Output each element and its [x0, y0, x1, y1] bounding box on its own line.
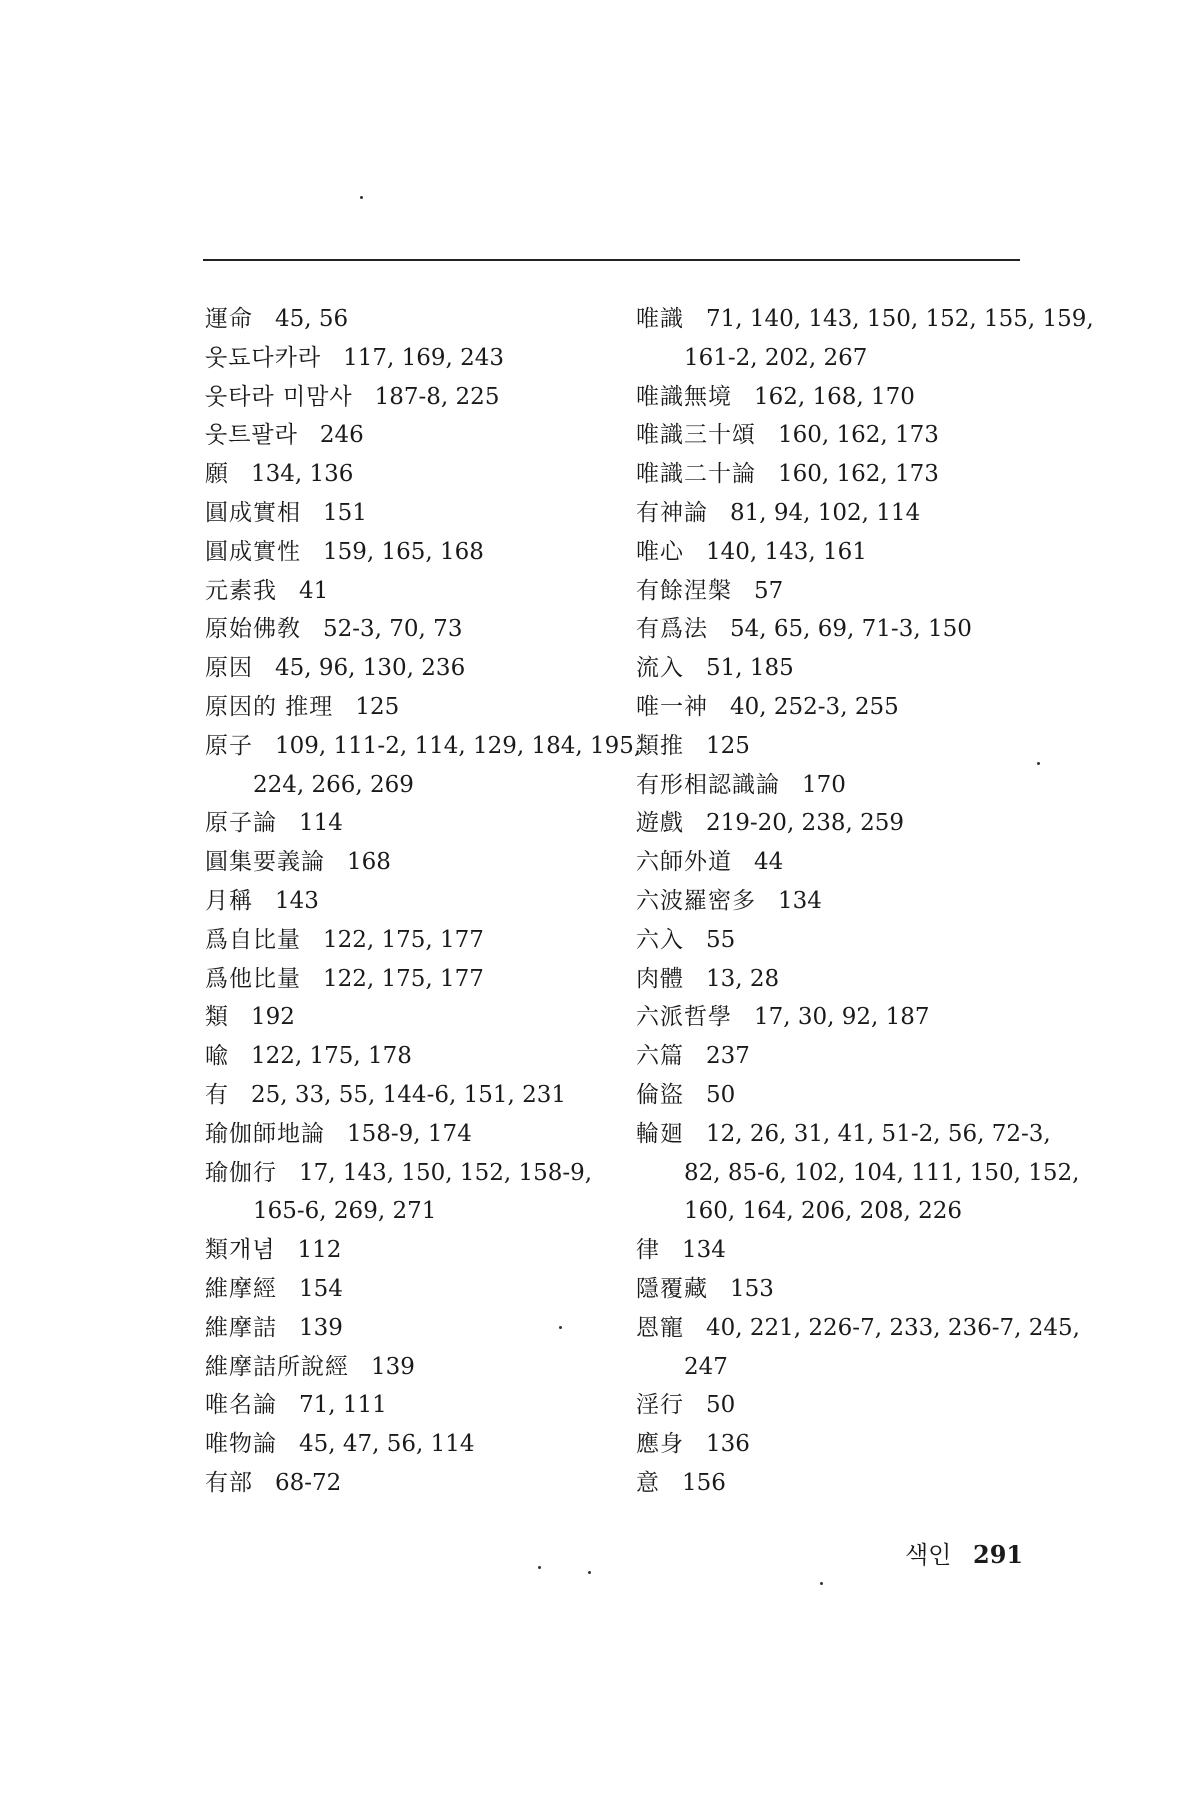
page-references: 117, 169, 243: [343, 344, 505, 371]
page-references: 159, 165, 168: [323, 538, 484, 565]
index-entry: [636, 921, 1056, 960]
footer-label: 색인: [905, 1541, 952, 1569]
index-term: 隱覆藏: [636, 1275, 708, 1302]
index-entry: [205, 727, 642, 805]
page-references: 52-3, 70, 73: [323, 616, 463, 643]
index-term: 輪廻: [636, 1120, 684, 1147]
index-term: 有餘涅槃: [636, 577, 732, 604]
page-references: 71, 111: [299, 1392, 387, 1419]
index-term: 爲他比量: [205, 965, 301, 992]
page-references: 134, 136: [251, 461, 354, 488]
index-term: 原始佛敎: [205, 616, 301, 643]
index-term: 應身: [636, 1431, 684, 1458]
index-term: 恩寵: [636, 1314, 684, 1341]
page-references: 51, 185: [706, 655, 794, 682]
page-references: 12, 26, 31, 41, 51-2, 56, 72-3,: [706, 1120, 1051, 1147]
page-references: 187-8, 225: [374, 383, 500, 410]
index-term: 웃트팔라: [205, 422, 298, 449]
index-term: 願: [205, 461, 229, 488]
page-references: 156: [682, 1469, 726, 1496]
index-entry: [636, 766, 1056, 805]
index-entry: [205, 1386, 625, 1425]
index-term: 六派哲學: [636, 1004, 732, 1031]
index-entry: [205, 1154, 625, 1232]
page-references: 143: [275, 887, 319, 914]
index-term: 喩: [205, 1043, 229, 1070]
index-term: 運命: [205, 306, 253, 332]
index-term: 維摩經: [205, 1275, 277, 1302]
index-term: 原子: [205, 732, 253, 759]
page-references: 57: [754, 577, 784, 604]
index-term: 瑜伽師地論: [205, 1120, 325, 1147]
index-entry: [205, 1309, 625, 1348]
page-references: 17, 143, 150, 152, 158-9,: [299, 1159, 593, 1186]
index-term: 唯物論: [205, 1431, 277, 1458]
index-term: 圓集要義論: [205, 849, 325, 876]
index-entry: [636, 882, 1056, 921]
scan-speck: [820, 1582, 823, 1585]
index-entry: [636, 1076, 1056, 1115]
page-references: 151: [323, 499, 367, 526]
index-entry: [636, 804, 1056, 843]
page-references: 134: [682, 1237, 726, 1264]
page-references: 136: [706, 1431, 750, 1458]
index-term: 原因的 推理: [205, 693, 334, 720]
index-entry: [636, 1037, 1056, 1076]
page-references: 112: [297, 1237, 342, 1264]
index-term: 六師外道: [636, 849, 732, 876]
index-entry: [205, 688, 625, 727]
index-term: 維摩詰所說經: [205, 1353, 349, 1380]
index-entry: [205, 1115, 625, 1154]
index-entry: [205, 455, 625, 494]
index-entry: [205, 378, 625, 417]
page-references: 158-9, 174: [347, 1120, 472, 1147]
page-references: 170: [802, 771, 846, 798]
index-term: 有爲法: [636, 616, 708, 643]
page-references: 125: [355, 693, 400, 720]
page-references: 219-20, 238, 259: [706, 810, 904, 837]
header-rule: [203, 259, 1020, 261]
scan-speck: [360, 196, 363, 199]
index-entry: [205, 960, 625, 999]
page-references: 122, 175, 177: [323, 965, 484, 992]
index-entry: [636, 1270, 1056, 1309]
page-references: 125: [706, 732, 750, 759]
index-term: 六入: [636, 926, 684, 953]
page-references: 192: [251, 1004, 295, 1031]
index-term: 肉體: [636, 965, 684, 992]
page-references: 41: [299, 577, 329, 604]
index-term: 遊戲: [636, 810, 684, 837]
index-term: 類推: [636, 732, 684, 759]
index-entry: [205, 572, 625, 611]
page-number: 291: [973, 1540, 1024, 1569]
index-term: 六波羅密多: [636, 887, 756, 914]
page-references-continued: 82, 85-6, 102, 104, 111, 150, 152,: [684, 1159, 1080, 1186]
index-term: 웃타라 미맘사: [205, 383, 353, 410]
page-references: 153: [730, 1275, 774, 1302]
page-references: 50: [706, 1392, 736, 1419]
page-references: 246: [319, 422, 364, 449]
index-entry: [205, 649, 625, 688]
index-term: 瑜伽行: [205, 1159, 277, 1186]
page-references: 139: [299, 1314, 343, 1341]
index-entry: [636, 1115, 1080, 1231]
index-entry: [205, 921, 625, 960]
index-term: 原因: [205, 655, 253, 682]
index-entry: [636, 378, 1056, 417]
page-references: 160, 162, 173: [778, 461, 939, 488]
index-term: 唯識無境: [636, 383, 732, 410]
page-references: 54, 65, 69, 71-3, 150: [730, 616, 972, 643]
scan-speck: [538, 1566, 541, 1569]
index-entry: [205, 1231, 625, 1270]
index-entry: [636, 688, 1056, 727]
page-references: 45, 47, 56, 114: [299, 1431, 475, 1458]
index-entry: [636, 843, 1056, 882]
index-entry: [636, 727, 1056, 766]
page-footer: [905, 1535, 1023, 1570]
page-references: 122, 175, 177: [323, 926, 484, 953]
page-references-continued: 247: [684, 1353, 728, 1380]
index-entry: [636, 455, 1056, 494]
index-entry: [205, 1270, 625, 1309]
page-references-continued: 165-6, 269, 271: [253, 1198, 437, 1225]
page-references: 25, 33, 55, 144-6, 151, 231: [251, 1081, 567, 1108]
index-entry: [636, 494, 1056, 533]
index-entry: [205, 300, 625, 339]
index-entry: [205, 882, 625, 921]
index-term: 維摩詰: [205, 1314, 277, 1341]
index-term: 類개념: [205, 1237, 276, 1264]
page-references: 71, 140, 143, 150, 152, 155, 159,: [706, 306, 1094, 332]
index-term: 有形相認識論: [636, 771, 780, 798]
index-entry: [636, 1464, 1056, 1503]
index-term: 圓成實相: [205, 499, 301, 526]
index-term: 淫行: [636, 1392, 684, 1419]
index-term: 意: [636, 1469, 660, 1496]
index-entry: [636, 533, 1056, 572]
page-references: 50: [706, 1081, 736, 1108]
index-entry: [205, 998, 625, 1037]
page-references: 160, 162, 173: [778, 422, 939, 449]
index-entry: [636, 572, 1056, 611]
page-references: 55: [706, 926, 736, 953]
page-references: 17, 30, 92, 187: [754, 1004, 930, 1031]
index-term: 六篇: [636, 1043, 684, 1070]
index-term: 唯識三十頌: [636, 422, 756, 449]
page-references-continued: 161-2, 202, 267: [684, 344, 868, 371]
index-entry: [205, 1076, 625, 1115]
page-references: 40, 221, 226-7, 233, 236-7, 245,: [706, 1314, 1080, 1341]
page-references: 44: [754, 849, 784, 876]
index-term: 元素我: [205, 577, 277, 604]
index-entry: [636, 998, 1056, 1037]
index-entry: [636, 649, 1056, 688]
page-references: 122, 175, 178: [251, 1043, 412, 1070]
index-term: 爲自比量: [205, 926, 301, 953]
index-term: 月稱: [205, 887, 253, 914]
index-term: 律: [636, 1237, 660, 1264]
index-entry: [205, 1037, 625, 1076]
page-references: 154: [299, 1275, 343, 1302]
page-references: 168: [347, 849, 391, 876]
page-references: 162, 168, 170: [754, 383, 915, 410]
page-references: 45, 56: [275, 306, 349, 332]
index-entry: [205, 1348, 625, 1387]
index-entry: [636, 416, 1056, 455]
index-entry: [205, 533, 625, 572]
index-entry: [205, 494, 625, 533]
index-term: 唯一神: [636, 693, 708, 720]
index-column-right: [636, 300, 1094, 1503]
index-term: 唯識二十論: [636, 461, 756, 488]
index-term: 原子論: [205, 810, 277, 837]
index-entry: [636, 1425, 1056, 1464]
index-entry: [205, 339, 625, 378]
page-references: 109, 111-2, 114, 129, 184, 195,: [275, 732, 642, 759]
page-references-continued: 160, 164, 206, 208, 226: [684, 1198, 962, 1225]
index-term: 倫盜: [636, 1081, 684, 1108]
page-references: 139: [371, 1353, 415, 1380]
page-references: 140, 143, 161: [706, 538, 867, 565]
index-entry: [636, 1386, 1056, 1425]
page-references: 114: [299, 810, 343, 837]
index-entry: [205, 843, 625, 882]
index-column-left: [205, 300, 642, 1503]
page-references: 40, 252-3, 255: [730, 693, 899, 720]
index-term: 有部: [205, 1469, 253, 1496]
index-term: 唯名論: [205, 1392, 277, 1419]
index-entry: [636, 300, 1094, 378]
index-entry: [636, 610, 1056, 649]
index-term: 圓成實性: [205, 538, 301, 565]
page-references: 45, 96, 130, 236: [275, 655, 466, 682]
page-references-continued: 224, 266, 269: [253, 771, 414, 798]
index-term: 唯心: [636, 538, 684, 565]
index-term: 有: [205, 1081, 229, 1108]
page-references: 13, 28: [706, 965, 780, 992]
index-entry: [205, 804, 625, 843]
page-references: 81, 94, 102, 114: [730, 499, 921, 526]
scan-speck: [588, 1571, 591, 1574]
index-term: 流入: [636, 655, 684, 682]
index-term: 類: [205, 1004, 229, 1031]
index-term: 唯識: [636, 306, 684, 332]
page-references: 134: [778, 887, 822, 914]
index-entry: [636, 1309, 1080, 1387]
index-term: 웃됴다카라: [205, 344, 322, 371]
page-references: 68-72: [275, 1469, 342, 1496]
index-entry: [205, 1425, 625, 1464]
index-term: 有神論: [636, 499, 708, 526]
index-entry: [205, 1464, 625, 1503]
index-entry: [205, 416, 625, 455]
page-references: 237: [706, 1043, 750, 1070]
index-entry: [205, 610, 625, 649]
index-entry: [636, 960, 1056, 999]
index-entry: [636, 1231, 1056, 1270]
